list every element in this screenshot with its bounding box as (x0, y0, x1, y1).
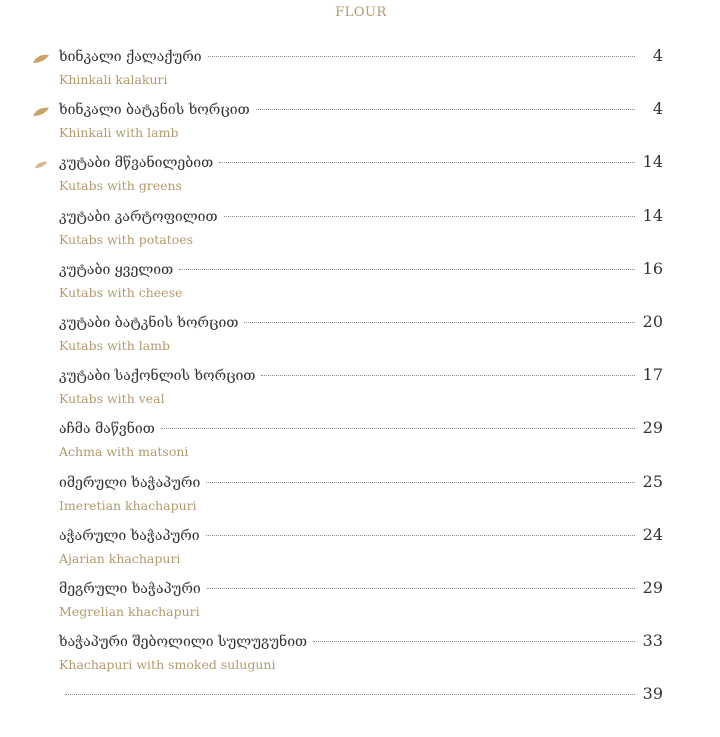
menu-item (59, 684, 663, 737)
menu-item-name-en: Megrelian khachapuri (59, 603, 200, 619)
dot-leader (313, 641, 635, 642)
menu-item-name-ka: აჭარული ხაჭაპური (59, 527, 200, 544)
menu-item-price: 4 (652, 99, 663, 119)
dot-leader (207, 588, 635, 589)
menu-item-name-en: Kutabs with greens (59, 178, 182, 194)
dot-leader (208, 56, 635, 57)
menu-item (59, 99, 663, 152)
menu-item-name-ka: კუტაბი კარტოფილით (59, 208, 218, 225)
menu-item-name-en: Kutabs with lamb (59, 337, 171, 353)
menu-item (59, 259, 663, 312)
menu-item-price: 14 (642, 205, 663, 225)
menu-item-price: 17 (642, 365, 663, 385)
menu-item-price: 25 (642, 471, 663, 491)
menu-item (59, 152, 663, 205)
dot-leader (219, 162, 634, 163)
menu-item-name-en: Khinkali with lamb (59, 125, 179, 141)
dot-leader (256, 109, 635, 110)
menu-item-price: 29 (642, 577, 663, 597)
menu-item-name-en: Kutabs with cheese (59, 284, 183, 300)
leaf-icon (32, 107, 50, 117)
menu-item-name-ka: აჩმა მაწვნით (59, 421, 155, 438)
menu-item-name-ka: ხაჭაპური შებოლილი სულუგუნით (59, 634, 308, 651)
dot-leader (224, 216, 635, 217)
leaf-icon (32, 54, 50, 64)
dot-leader (244, 322, 634, 323)
menu-item-price: 16 (642, 258, 663, 278)
menu-item (59, 631, 663, 684)
dot-leader (261, 375, 634, 376)
menu-list (59, 46, 663, 737)
menu-item-price: 29 (642, 418, 663, 438)
menu-item-name-ka: ხინკალი ბატკნის ხორცით (59, 102, 250, 119)
menu-item-price: 4 (652, 46, 663, 65)
menu-item-name-en: Khachapuri with smoked suluguni (59, 657, 276, 673)
menu-item-name-ka: კუტაბი მწვანილებით (59, 155, 214, 172)
section-label: FLOUR (335, 5, 387, 20)
menu-item-name-ka: კუტაბი საქონლის ხორცით (59, 368, 256, 385)
dot-leader (179, 269, 634, 270)
dot-leader (206, 482, 634, 483)
menu-item-name-ka: ხინკალი ქალაქური (59, 49, 202, 65)
menu-item-name-ka: კუტაბი ბატკნის ხორცით (59, 314, 239, 331)
menu-item-name-en: Kutabs with potatoes (59, 231, 194, 247)
menu-item (59, 525, 663, 578)
dot-leader (65, 694, 635, 695)
menu-item-name-ka: კუტაბი ყველით (59, 261, 174, 278)
menu-item-name-en: Kutabs with veal (59, 391, 165, 407)
menu-item (59, 46, 663, 99)
menu-item (59, 578, 663, 631)
menu-item (59, 206, 663, 259)
menu-item (59, 472, 663, 525)
menu-item-price: 14 (642, 152, 663, 172)
menu-item-price: 20 (642, 311, 663, 331)
menu-item-name-ka: იმერული ხაჭაპური (59, 474, 201, 491)
menu-item-name-ka: მეგრული ხაჭაპური (59, 580, 201, 597)
menu-item-name-en: Ajarian khachapuri (59, 550, 181, 566)
leaf-icon (34, 160, 48, 170)
menu-item (59, 418, 663, 471)
menu-item-price: 24 (642, 524, 663, 544)
menu-item-name-en: Khinkali kalakuri (59, 72, 168, 87)
menu-item-price: 33 (642, 631, 663, 651)
menu-item (59, 312, 663, 365)
menu-item-price: 39 (642, 684, 663, 704)
dot-leader (206, 535, 635, 536)
menu-item-name-en: Imeretian khachapuri (59, 497, 197, 513)
dot-leader (161, 428, 635, 429)
menu-item-name-en: Achma with matsoni (59, 444, 189, 460)
menu-item (59, 365, 663, 418)
